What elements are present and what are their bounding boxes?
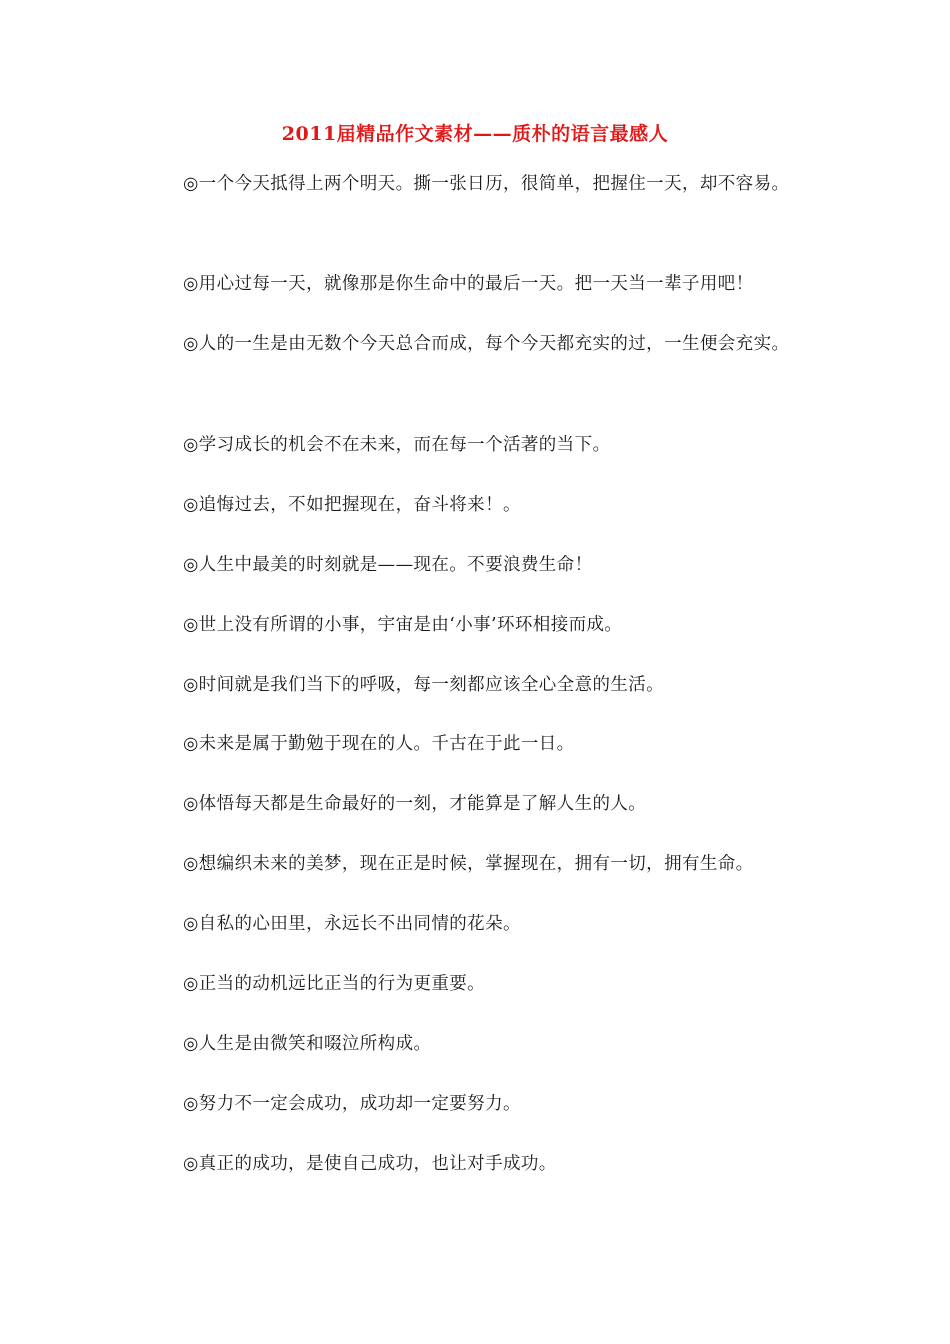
- document-title: 2011届精品作文素材——质朴的语言最感人: [281, 123, 669, 145]
- paragraph-16: ◎真正的成功，是使自己成功，也让对手成功。: [183, 1154, 557, 1174]
- paragraph-13: ◎正当的动机远比正当的行为更重要。: [183, 974, 486, 994]
- paragraph-2: ◎用心过每一天，就像那是你生命中的最后一天。把一天当一辈子用吧！: [183, 274, 754, 294]
- paragraph-14: ◎人生是由微笑和啜泣所构成。: [183, 1034, 432, 1054]
- paragraph-9: ◎未来是属于勤勉于现在的人。千古在于此一日。: [183, 734, 575, 754]
- paragraph-15: ◎努力不一定会成功，成功却一定要努力。: [183, 1094, 521, 1114]
- paragraph-1: ◎一个今天抵得上两个明天。撕一张日历，很简单，把握住一天，却不容易。: [183, 174, 790, 194]
- paragraph-11: ◎想编织未来的美梦，现在正是时候，掌握现在，拥有一切，拥有生命。: [183, 854, 754, 874]
- paragraph-4: ◎学习成长的机会不在未来，而在每一个活著的当下。: [183, 435, 611, 455]
- paragraph-3: ◎人的一生是由无数个今天总合而成，每个今天都充实的过，一生便会充实。: [183, 334, 790, 354]
- paragraph-12: ◎自私的心田里，永远长不出同情的花朵。: [183, 914, 521, 934]
- paragraph-7: ◎世上没有所谓的小事，宇宙是由‘小事’环环相接而成。: [183, 615, 623, 635]
- paragraph-6: ◎人生中最美的时刻就是——现在。不要浪费生命！: [183, 555, 593, 575]
- paragraph-10: ◎体悟每天都是生命最好的一刻，才能算是了解人生的人。: [183, 794, 647, 814]
- paragraph-8: ◎时间就是我们当下的呼吸，每一刻都应该全心全意的生活。: [183, 675, 665, 695]
- paragraph-5: ◎追悔过去，不如把握现在，奋斗将来！。: [183, 495, 521, 515]
